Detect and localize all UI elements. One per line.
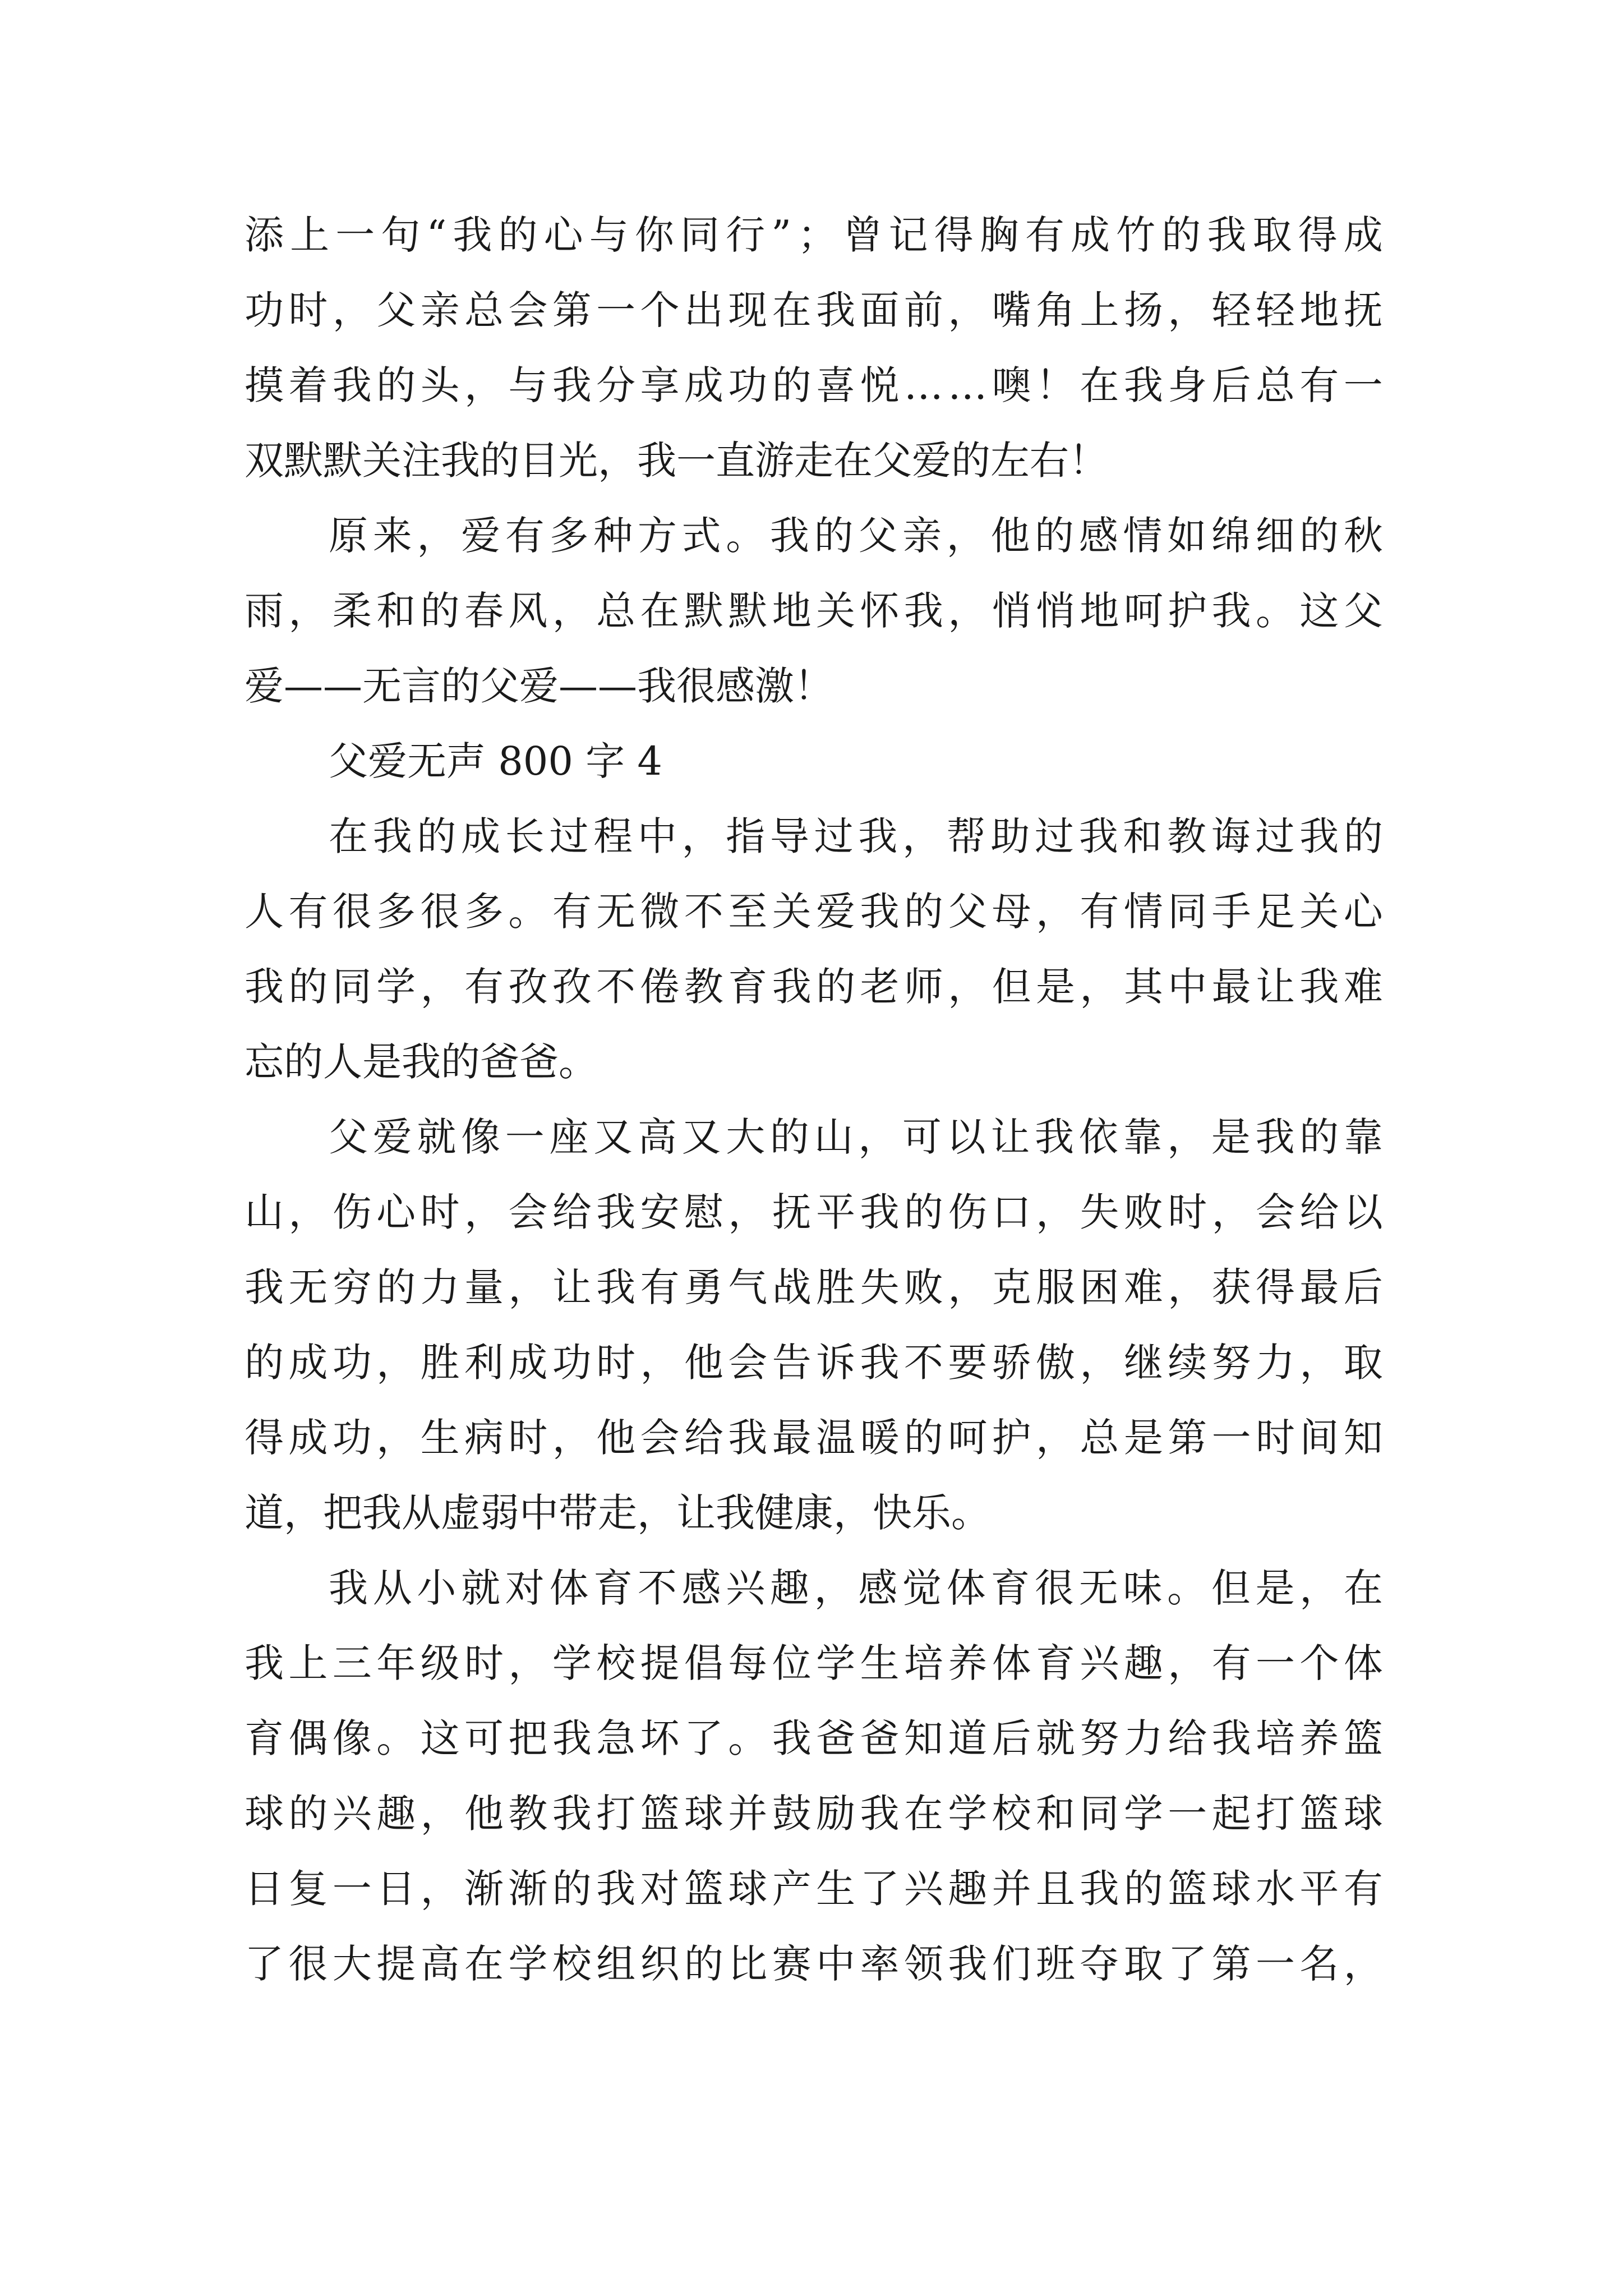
text-line: 雨 ， 柔 和 的 春 风 ， 总 在 默 默 地 关 怀 我 ， 悄 悄 地 呵 护 我 。 这 父 (245, 588, 1383, 634)
text-line: 了 很 大 提 高 在 学 校 组 织 的 比 赛 中 率 领 我 们 班 夺 取 了 第 一 名 ， (245, 1941, 1383, 1987)
text-line: 育 偶 像 。 这 可 把 我 急 坏 了 。 我 爸 爸 知 道 后 就 努 力 给 我 培 养 篮 (245, 1715, 1383, 1761)
text-line: 我 从 小 就 对 体 育 不 感 兴 趣 ， 感 觉 体 育 很 无 味 。 但 是 ， 在 (329, 1565, 1383, 1611)
text-line: 得 成 功 ， 生 病 时 ， 他 会 给 我 最 温 暖 的 呵 护 ， 总 是 第 一 时 间 知 (245, 1415, 1383, 1461)
text-line: 忘的人是我的爸爸。 (245, 1039, 598, 1085)
text-line: 山 ， 伤 心 时 ， 会 给 我 安 慰 ， 抚 平 我 的 伤 口 ， 失 败 时 ， 会 给 以 (245, 1189, 1383, 1235)
text-line: 双默默关注我的目光，我一直游走在父爱的左右！ (245, 438, 1108, 484)
text-line: 球 的 兴 趣 ， 他 教 我 打 篮 球 并 鼓 励 我 在 学 校 和 同 学 一 起 打 篮 球 (245, 1791, 1383, 1837)
text-line: 父 爱 就 像 一 座 又 高 又 大 的 山 ， 可 以 让 我 依 靠 ， 是 我 的 靠 (329, 1114, 1383, 1160)
text-line: 的 成 功 ， 胜 利 成 功 时 ， 他 会 告 诉 我 不 要 骄 傲 ， 继 续 努 力 ， 取 (245, 1340, 1383, 1386)
text-line: 爱——无言的父爱——我很感激！ (245, 663, 833, 709)
text-line: 我 无 穷 的 力 量 ， 让 我 有 勇 气 战 胜 失 败 ， 克 服 困 难 ， 获 得 最 后 (245, 1264, 1383, 1310)
text-line: 在 我 的 成 长 过 程 中 ， 指 导 过 我 ， 帮 助 过 我 和 教 诲 过 我 的 (329, 813, 1383, 859)
text-line: 我 上 三 年 级 时 ， 学 校 提 倡 每 位 学 生 培 养 体 育 兴 趣 ， 有 一 个 体 (245, 1640, 1383, 1686)
text-line: 日 复 一 日 ， 渐 渐 的 我 对 篮 球 产 生 了 兴 趣 并 且 我 的 篮 球 水 平 有 (245, 1866, 1383, 1912)
text-line: 人 有 很 多 很 多 。 有 无 微 不 至 关 爱 我 的 父 母 ， 有 情 同 手 足 关 心 (245, 889, 1383, 935)
body-text (245, 197, 1383, 2001)
text-line: 原 来 ， 爱 有 多 种 方 式 。 我 的 父 亲 ， 他 的 感 情 如 绵 细 的 秋 (329, 513, 1383, 559)
text-line: 父爱无声 800 字 4 (329, 738, 662, 784)
text-line: 添 上 一 句 “ 我 的 心 与 你 同 行 ” ； 曾 记 得 胸 有 成 竹 的 我 取 得 成 (245, 212, 1383, 258)
text-line: 道，把我从虚弱中带走，让我健康，快乐。 (245, 1490, 990, 1536)
text-line: 我 的 同 学 ， 有 孜 孜 不 倦 教 育 我 的 老 师 ， 但 是 ， 其 中 最 让 我 难 (245, 964, 1383, 1010)
text-line: 摸 着 我 的 头 ， 与 我 分 享 成 功 的 喜 悦 … … 噢 ！ 在 我 身 后 总 有 一 (245, 362, 1383, 408)
text-line: 功 时 ， 父 亲 总 会 第 一 个 出 现 在 我 面 前 ， 嘴 角 上 扬 ， 轻 轻 地 抚 (245, 287, 1383, 333)
